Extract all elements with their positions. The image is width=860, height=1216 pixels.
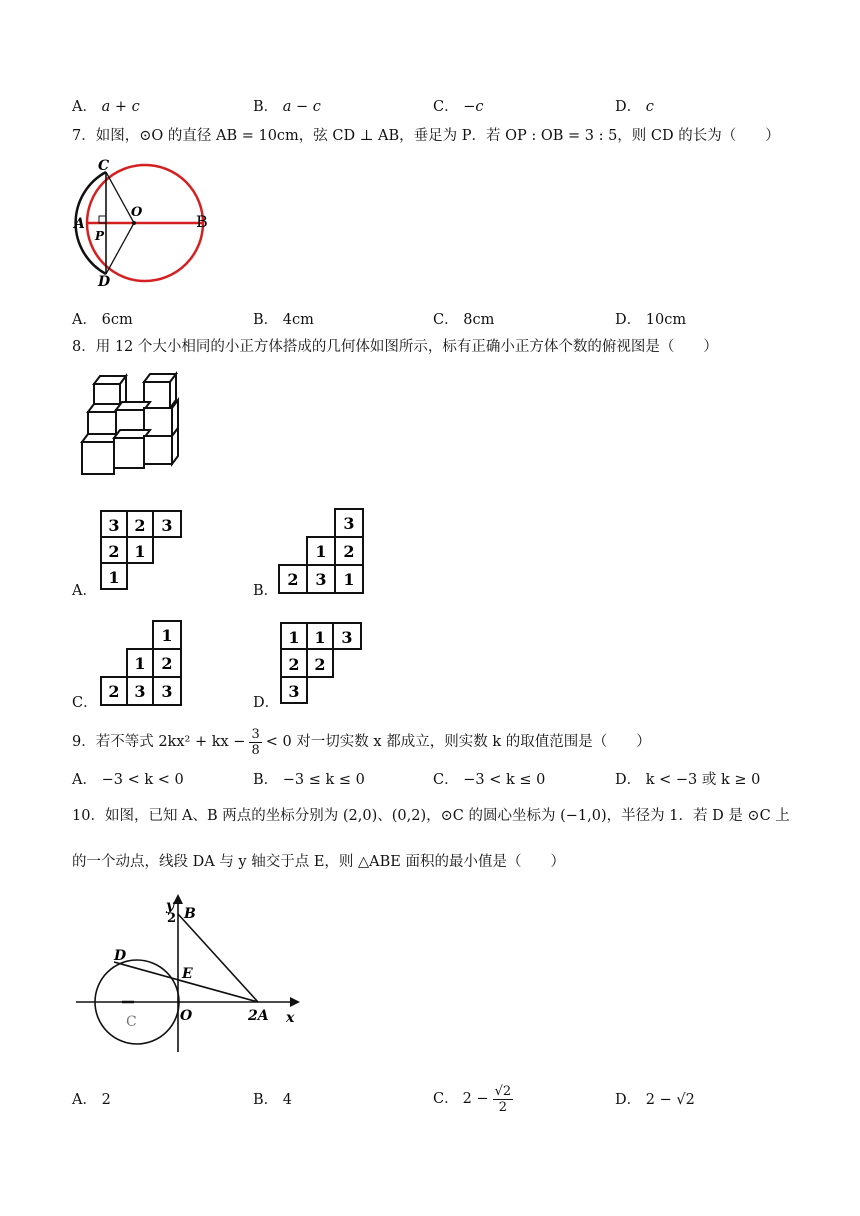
q10-c-frac-num: √2	[494, 1083, 512, 1099]
q10-c-frac-den: 2	[498, 1099, 508, 1115]
q8-b-cell: 2	[343, 542, 355, 561]
q10-option-a: A． 2	[72, 1092, 111, 1108]
q10-y-arrow	[173, 894, 183, 904]
q7-label-c: C	[98, 158, 110, 174]
q8-option-d-key: D．	[253, 695, 280, 711]
q10-coordinate-figure	[70, 892, 310, 1062]
q8-c-cell: 1	[134, 654, 146, 673]
q7-option-d: D． 10cm	[615, 312, 687, 328]
q8-option-b-key: B．	[253, 583, 279, 599]
q10-option-b: B． 4	[253, 1092, 292, 1108]
q10-segment-ab	[178, 914, 258, 1002]
q10-x-arrow	[290, 997, 300, 1007]
q10-stem-line2: 的一个动点，线段 DA 与 y 轴交于点 E，则 △ABE 面积的最小值是（ ）	[72, 854, 565, 870]
q8-option-a-key: A．	[72, 583, 97, 599]
q8-b-cell: 3	[343, 514, 355, 533]
q10-segment-ea	[178, 980, 258, 1002]
q8-d-cell: 2	[288, 655, 300, 674]
q6-option-c: C． −c	[433, 99, 484, 115]
q10-label-y: y	[166, 898, 175, 914]
q6-option-a: A． a + c	[72, 99, 140, 115]
q8-cube-figure	[76, 370, 182, 482]
q9-stem	[72, 722, 651, 762]
q8-d-cell: 3	[341, 628, 353, 647]
q10-stem-line1: 10．如图，已知 A、B 两点的坐标分别为 (2,0)、(0,2)，⊙C 的圆心坐标为 (−1,0)，半径为 1．若 D 是 ⊙C 上	[72, 808, 790, 824]
q8-c-cell: 3	[134, 682, 146, 701]
q7-option-b: B． 4cm	[253, 312, 314, 328]
q8-d-cell: 3	[288, 682, 300, 701]
q7-center-dot	[132, 221, 136, 225]
q10-option-c: C． 2 − $\frac{√2}{2}$	[433, 1083, 512, 1115]
q10-c-fraction	[493, 1084, 514, 1115]
q9-frac-num: 3	[251, 726, 260, 742]
q10-label-e: E	[182, 966, 193, 982]
q9-option-c: C． −3 < k ≤ 0	[433, 772, 546, 788]
q8-b-cell: 1	[343, 570, 355, 589]
q10-label-b: B	[184, 906, 196, 922]
q7-label-b: B	[196, 212, 208, 231]
q7-circle-figure	[70, 158, 230, 290]
q8-a-cell: 1	[108, 568, 120, 587]
q10-label-d: D	[114, 948, 127, 964]
q8-d-cell: 2	[314, 655, 326, 674]
q9-option-d: D． k < −3 或 k ≥ 0	[615, 772, 761, 788]
q10-label-x: x	[286, 1010, 295, 1026]
q9-option-a: A． −3 < k < 0	[72, 772, 184, 788]
q9-stem-post: < 0 对一切实数 x 都成立，则实数 k 的取值范围是（ ）	[265, 734, 651, 750]
q10-label-o: O	[180, 1008, 193, 1024]
q8-stem: 8．用 12 个大小相同的小正方体搭成的几何体如图所示，标有正确小正方体个数的俯视图是（ ）	[72, 339, 718, 355]
q9-stem-pre: 9．若不等式 2kx² + kx −	[72, 734, 246, 750]
q7-label-d: D	[98, 274, 111, 290]
q10-option-d: D． 2 − √2	[615, 1092, 695, 1108]
q8-b-cell: 1	[315, 542, 327, 561]
q8-a-cell: 2	[134, 516, 146, 535]
q7-option-c: C． 8cm	[433, 312, 495, 328]
q10-label-c: C	[126, 1014, 137, 1030]
q7-label-o: O	[131, 205, 143, 220]
q8-a-cell: 3	[108, 516, 120, 535]
q8-c-cell: 2	[161, 654, 173, 673]
q8-option-c-key: C．	[72, 695, 98, 711]
q9-fraction	[249, 727, 261, 758]
q6-option-b: B． a − c	[253, 99, 321, 115]
q10-label-a: 2A	[248, 1008, 269, 1024]
q10-label-2y: 2	[167, 911, 177, 926]
q8-c-cell: 2	[108, 682, 120, 701]
q7-segment-oc	[106, 172, 134, 223]
q8-a-cell: 3	[161, 516, 173, 535]
q7-label-a: A	[74, 216, 85, 232]
q8-c-cell: 3	[161, 682, 173, 701]
q8-topview-grids	[70, 505, 400, 710]
q8-a-cell: 1	[134, 542, 146, 561]
q8-c-cell: 1	[161, 626, 173, 645]
q9-option-b: B． −3 ≤ k ≤ 0	[253, 772, 365, 788]
q8-b-cell: 2	[287, 570, 299, 589]
q8-a-cell: 2	[108, 542, 120, 561]
q7-stem: 7．如图，⊙O 的直径 AB = 10cm，弦 CD ⊥ AB，垂足为 P．若 OP : OB = 3 : 5，则 CD 的长为（ ）	[72, 128, 780, 144]
q8-d-cell: 1	[314, 628, 326, 647]
q7-segment-od	[106, 223, 134, 274]
q7-option-a: A． 6cm	[72, 312, 133, 328]
q8-d-cell: 1	[288, 628, 300, 647]
q6-option-d: D． c	[615, 99, 654, 115]
q7-label-p: P	[95, 229, 105, 243]
q8-b-cell: 3	[315, 570, 327, 589]
q9-frac-den: 8	[251, 742, 260, 758]
